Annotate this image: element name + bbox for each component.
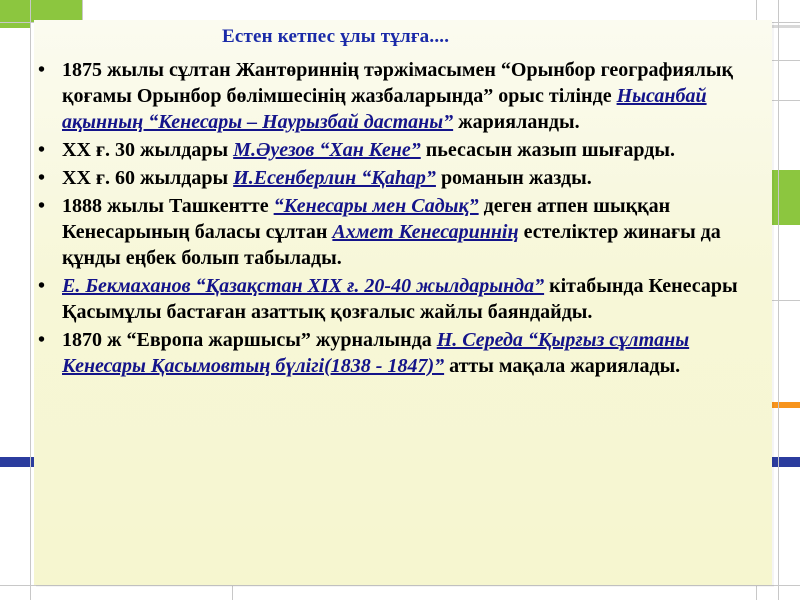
highlighted-reference: Ахмет Кенесариннің [332, 221, 519, 243]
bullet-text: XX ғ. 30 жылдары [62, 139, 234, 161]
bullet-text: 1888 жылы Ташкентте [62, 195, 274, 217]
bullet-text: романын жазды. [435, 167, 592, 189]
highlighted-reference: “Кенесары мен Садық” [273, 195, 479, 217]
bullet-text: XX ғ. 60 жылдары [62, 167, 234, 189]
slide-title: Естен кетпес ұлы тұлға.... [222, 26, 450, 47]
grid-line [0, 585, 800, 586]
highlighted-reference: М.Әуезов “Хан Кене” [233, 139, 421, 161]
grid-line [82, 0, 83, 22]
bullet-text: кітабында Кенесары Қасымұлы бастаған азаттық қозғалыс жайлы баяндайды. [62, 275, 738, 323]
bullet-text: атты мақала жариялады. [444, 355, 681, 377]
bullet-text: жарияланды. [453, 111, 580, 133]
bullet-text: 1875 жылы сұлтан Жантөриннің тәржімасымен “Орынбор географиялық қоғамы Орынбор бөлімшесінің жазбаларында” орыс тілінде [62, 59, 734, 107]
blue-left-bar [0, 457, 34, 467]
bullet-item [38, 193, 770, 271]
grid-line [756, 585, 757, 600]
bullet-item [38, 57, 770, 135]
bullet-text: деген атпен шыққан Кенесарының баласы сұлтан [62, 195, 671, 243]
grid-line [772, 100, 800, 101]
bullet-item [38, 273, 770, 325]
bullet-text: 1870 ж “Европа жаршысы” журналында [62, 329, 437, 351]
bullet-text: естеліктер жинағы да құнды еңбек болып табылады. [62, 221, 721, 269]
grey-right-strip [772, 25, 800, 28]
green-corner-block [0, 0, 82, 22]
highlighted-reference: И.Есенберлин “Қаһар” [233, 167, 436, 189]
grid-line [756, 0, 757, 22]
green-right-block [772, 170, 800, 225]
highlighted-reference: Нысанбай ақынның “Кенесары – Наурызбай дастаны” [62, 85, 707, 133]
grid-line [232, 585, 233, 600]
bullet-item [38, 137, 770, 163]
bullet-text: пьесасын жазып шығарды. [420, 139, 675, 161]
highlighted-reference: Е. Бекмаханов “Қазақстан XIX ғ. 20-40 жылдарында” [62, 275, 545, 297]
bullet-list [38, 57, 770, 381]
bullet-item [38, 165, 770, 191]
grid-line [30, 0, 31, 600]
bullet-item [38, 327, 770, 379]
grid-line [772, 60, 800, 61]
highlighted-reference: Н. Середа “Қырғыз сұлтаны Кенесары Қасымовтың бүлігі(1838 - 1847)” [62, 329, 690, 377]
grid-line [772, 300, 800, 301]
orange-right-bar [772, 402, 800, 408]
blue-right-bar [772, 457, 800, 467]
